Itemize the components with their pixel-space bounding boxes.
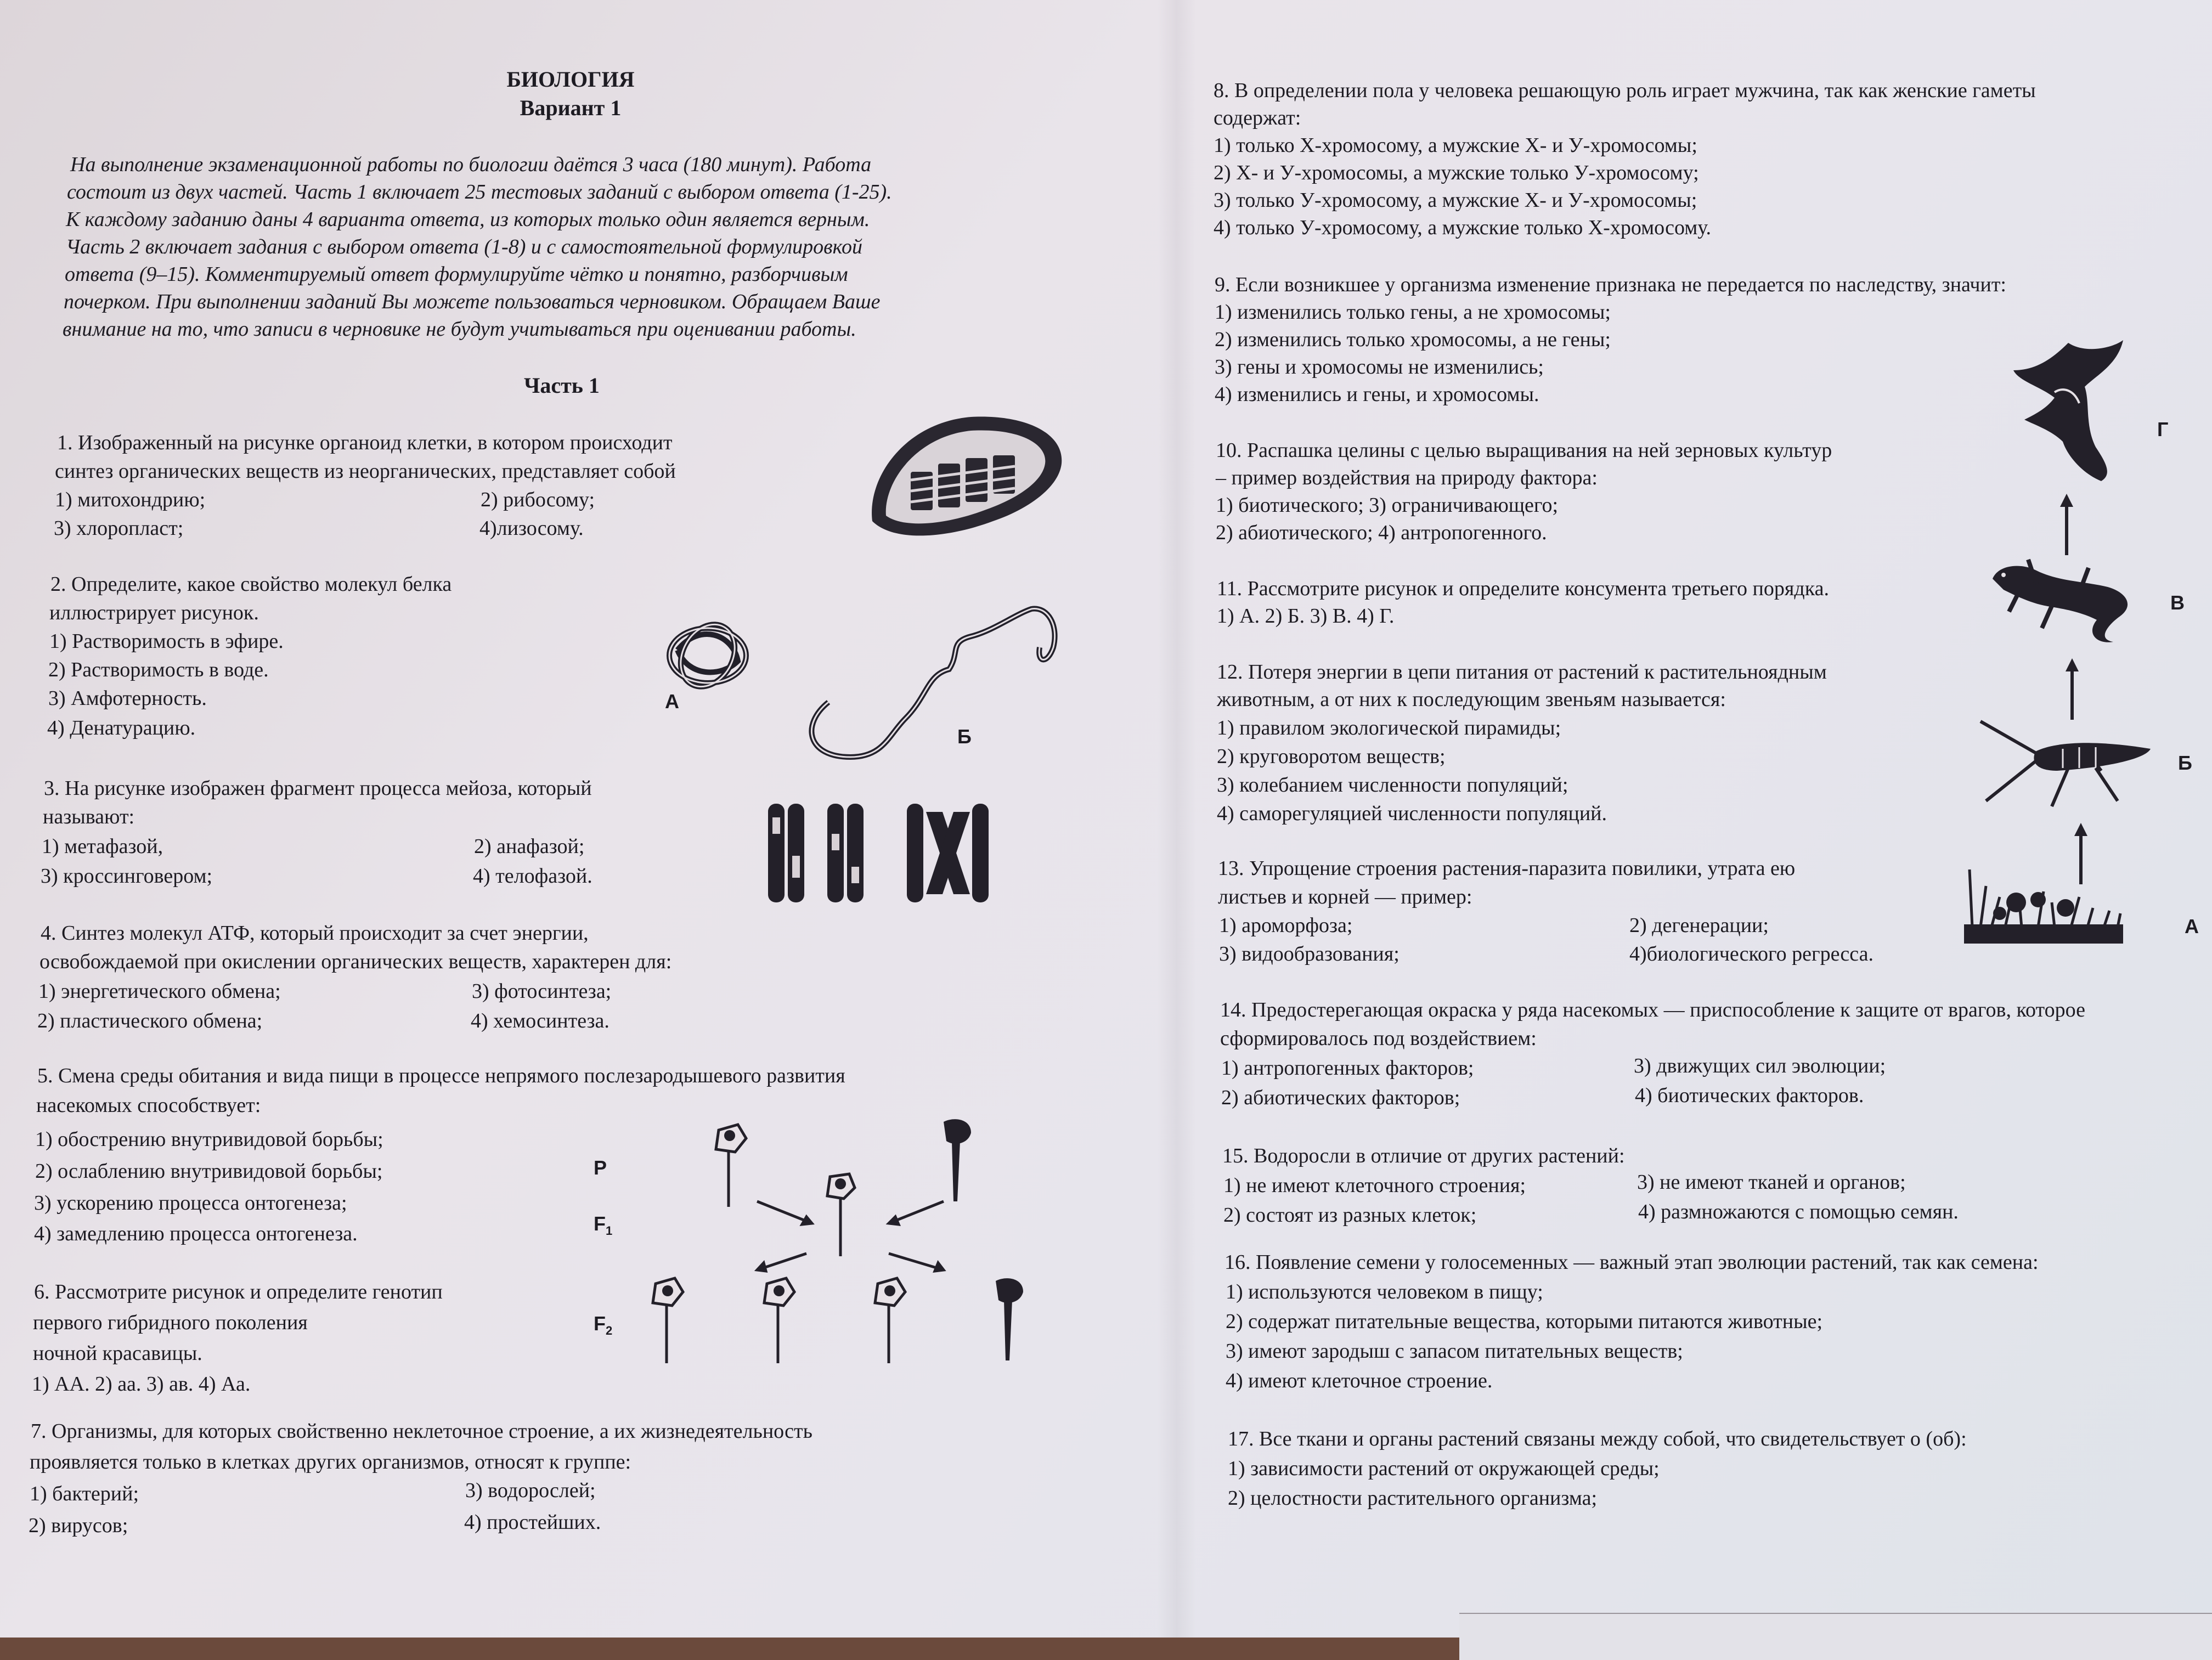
part-title: Часть 1 <box>524 373 600 398</box>
generation-f2: $F_2$ <box>594 1312 613 1338</box>
lizard-icon <box>1987 557 2141 645</box>
night-beauty-cross-figure <box>647 1114 1042 1377</box>
grasshopper-icon <box>1975 719 2156 812</box>
variant-label: Вариант 1 <box>520 95 622 120</box>
chain-label-g: Г <box>2157 418 2169 441</box>
page-title: БИОЛОГИЯ <box>506 67 635 92</box>
crossing-over-figure <box>767 801 992 905</box>
figure-label-b: Б <box>957 725 972 748</box>
page-fold <box>1158 0 1196 1638</box>
generation-f1: $F_1$ <box>594 1212 613 1238</box>
chloroplast-figure <box>861 411 1070 549</box>
chain-label-v: В <box>2170 591 2185 614</box>
grass-plants-icon <box>1961 859 2126 946</box>
denatured-protein-figure <box>795 592 1070 768</box>
figure-label-a: А <box>665 690 679 713</box>
second-sheet-edge <box>1459 1613 2212 1660</box>
arrow-up-icon <box>2058 494 2075 557</box>
hawk-icon <box>2002 337 2129 485</box>
arrow-up-icon <box>2064 658 2080 721</box>
generation-p: P <box>594 1156 607 1179</box>
chain-label-a: А <box>2185 915 2199 938</box>
chain-label-b: Б <box>2178 752 2192 774</box>
